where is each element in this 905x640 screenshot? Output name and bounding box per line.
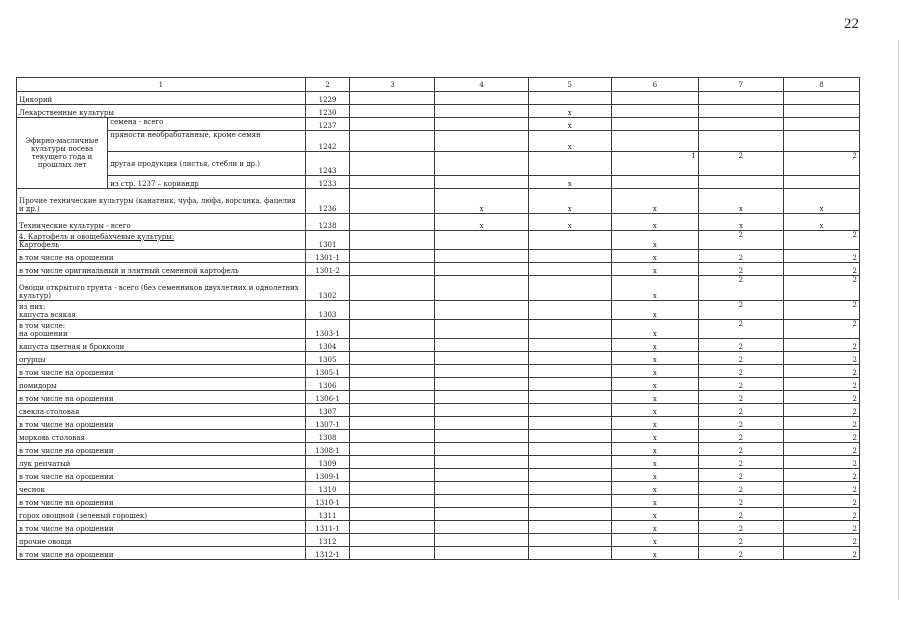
row-label: морковь столовая	[17, 430, 306, 443]
cell-col6: х	[611, 214, 698, 231]
row-code: 1306-1	[305, 391, 350, 404]
cell-col6: х	[611, 378, 698, 391]
row-label: Лекарственные культуры	[17, 105, 306, 118]
cell-col7: 2	[698, 456, 783, 469]
row-label: в том числе на орошении	[17, 521, 306, 534]
row-code: 1301	[305, 231, 350, 250]
row-label: в том числе на орошении	[17, 495, 306, 508]
cell-col7: 2	[698, 469, 783, 482]
table-row	[17, 521, 860, 534]
col-header-2: 2	[305, 78, 350, 92]
cell-col7: 2	[698, 378, 783, 391]
cell-col7: 2	[698, 339, 783, 352]
cell-col6: х	[611, 482, 698, 495]
row-code: 1307-1	[305, 417, 350, 430]
cell-col6: х	[611, 456, 698, 469]
page-edge-line	[898, 40, 899, 600]
cell-col6: х	[611, 508, 698, 521]
table-row	[17, 378, 860, 391]
cell-col6: х	[611, 495, 698, 508]
cell-col8: 2	[783, 365, 859, 378]
cell-col6: х	[611, 339, 698, 352]
row-code: 1305	[305, 352, 350, 365]
row-label-text: Картофель	[19, 241, 60, 249]
cell-col8: 2	[783, 443, 859, 456]
table-row	[17, 534, 860, 547]
row-code: 1310-1	[305, 495, 350, 508]
cell-col7: 2	[698, 301, 783, 320]
cell-col6: х	[611, 250, 698, 263]
cell-col8: 2	[783, 339, 859, 352]
table-row	[17, 118, 860, 131]
cell-col4: х	[435, 214, 528, 231]
cell-col7: х	[698, 189, 783, 214]
cell-col7: 2	[698, 320, 783, 339]
cell-col5: х	[528, 214, 611, 231]
crops-form-table	[16, 77, 860, 560]
row-label: пряности необработанные, кроме семян	[108, 131, 306, 152]
table-row	[17, 430, 860, 443]
row-label: капуста цветная и брокколи	[17, 339, 306, 352]
table-row	[17, 495, 860, 508]
row-code: 1304	[305, 339, 350, 352]
table-row	[17, 92, 860, 105]
cell-col7: 2	[698, 263, 783, 276]
cell-col7: 2	[698, 547, 783, 560]
cell-col5: х	[528, 118, 611, 131]
cell-col8: 2	[783, 276, 859, 301]
row-code: 1312	[305, 534, 350, 547]
cell-col8: 2	[783, 547, 859, 560]
row-label: в том числе на орошении	[17, 469, 306, 482]
row-label: Цикорий	[17, 92, 306, 105]
cell-col6: х	[611, 301, 698, 320]
row-label: другая продукция (листья, стебли и др.)	[108, 152, 306, 176]
row-code: 1303-1	[305, 320, 350, 339]
table-row	[17, 320, 860, 339]
cell-col7: 2	[698, 365, 783, 378]
section-heading: 4. Картофель и овощебахчевые культуры:	[19, 233, 175, 241]
col-header-3: 3	[350, 78, 435, 92]
table-row	[17, 469, 860, 482]
row-prefix: из них:	[19, 303, 46, 311]
row-label: из стр. 1237 – кориандр	[108, 176, 306, 189]
row-code: 1301-1	[305, 250, 350, 263]
row-label: в том числе на орошении	[17, 443, 306, 456]
row-code: 1230	[305, 105, 350, 118]
row-label: в том числе на орошении	[17, 365, 306, 378]
row-label: в том числе на орошении	[17, 417, 306, 430]
cell-col8: 2	[783, 482, 859, 495]
table-row	[17, 105, 860, 118]
row-label: чеснок	[17, 482, 306, 495]
row-code: 1305-1	[305, 365, 350, 378]
cell-col8: 2	[783, 469, 859, 482]
row-code: 1312-1	[305, 547, 350, 560]
row-label: семена - всего	[108, 118, 306, 131]
row-label: горох овощной (зеленый горошек)	[17, 508, 306, 521]
row-code: 1238	[305, 214, 350, 231]
table-row	[17, 482, 860, 495]
cell-col8: 2	[783, 534, 859, 547]
cell-col7: 2	[698, 482, 783, 495]
cell-col7: 2	[698, 495, 783, 508]
cell-col6: х	[611, 404, 698, 417]
table-row	[17, 365, 860, 378]
cell-col6: х	[611, 547, 698, 560]
cell-col8: 2	[783, 521, 859, 534]
cell-col7: х	[698, 214, 783, 231]
cell-col8: 2	[783, 152, 859, 176]
table-row	[17, 131, 860, 152]
table-row	[17, 176, 860, 189]
cell-col5: х	[528, 131, 611, 152]
table-row	[17, 443, 860, 456]
cell-col6: х	[611, 365, 698, 378]
cell-col6: х	[611, 417, 698, 430]
row-label	[17, 231, 306, 250]
row-label: лук репчатый	[17, 456, 306, 469]
table-row	[17, 547, 860, 560]
cell-col8: 2	[783, 231, 859, 250]
row-label: Овощи открытого грунта - всего (без семенников двухлетних и однолетних культур)	[17, 276, 306, 301]
cell-col6: х	[611, 231, 698, 250]
row-label: помидоры	[17, 378, 306, 391]
row-code: 1303	[305, 301, 350, 320]
row-code: 1302	[305, 276, 350, 301]
row-code: 1233	[305, 176, 350, 189]
row-label: Прочие технические культуры (канатник, чуфа, люфа, ворсянка, фацелия и др.)	[17, 189, 306, 214]
cell-col7: 2	[698, 508, 783, 521]
cell-col7: 2	[698, 231, 783, 250]
row-code: 1311	[305, 508, 350, 521]
table-row	[17, 391, 860, 404]
cell-col7: 2	[698, 443, 783, 456]
col-header-6: 6	[611, 78, 698, 92]
cell-col6: х	[611, 391, 698, 404]
row-label: свекла столовая	[17, 404, 306, 417]
cell-col8: 2	[783, 417, 859, 430]
cell-col8: 2	[783, 250, 859, 263]
table-row	[17, 508, 860, 521]
cell-col7: 2	[698, 391, 783, 404]
cell-col6: х	[611, 534, 698, 547]
row-code: 1308	[305, 430, 350, 443]
cell-col6: х	[611, 263, 698, 276]
row-label: в том числе оригинальный и элитный семенной картофель	[17, 263, 306, 276]
cell-col8: х	[783, 214, 859, 231]
row-code: 1229	[305, 92, 350, 105]
row-code: 1309-1	[305, 469, 350, 482]
row-label: огурцы	[17, 352, 306, 365]
row-label	[17, 320, 306, 339]
cell-col8: х	[783, 189, 859, 214]
row-label: в том числе на орошении	[17, 547, 306, 560]
row-code: 1301-2	[305, 263, 350, 276]
table-row	[17, 352, 860, 365]
table-row	[17, 404, 860, 417]
cell-col6: х	[611, 189, 698, 214]
column-header-row	[17, 78, 860, 92]
row-label-text: на орошении	[19, 330, 68, 338]
row-label: в том числе на орошении	[17, 250, 306, 263]
row-code: 1237	[305, 118, 350, 131]
cell-col8: 2	[783, 404, 859, 417]
row-code: 1243	[305, 152, 350, 176]
row-label-text: капуста всякая	[19, 311, 76, 319]
cell-col8: 2	[783, 430, 859, 443]
cell-col8: 2	[783, 456, 859, 469]
col-header-7: 7	[698, 78, 783, 92]
table-row	[17, 152, 860, 176]
table-row	[17, 456, 860, 469]
cell-col5: х	[528, 105, 611, 118]
row-code: 1242	[305, 131, 350, 152]
col-header-8: 8	[783, 78, 859, 92]
table-row	[17, 417, 860, 430]
table-row	[17, 214, 860, 231]
col-header-5: 5	[528, 78, 611, 92]
cell-col6: 1	[611, 152, 698, 176]
cell-col6: х	[611, 276, 698, 301]
cell-col8: 2	[783, 508, 859, 521]
row-label: прочие овощи	[17, 534, 306, 547]
table-row	[17, 263, 860, 276]
row-code: 1309	[305, 456, 350, 469]
table-row	[17, 276, 860, 301]
cell-col7: 2	[698, 352, 783, 365]
cell-col8: 2	[783, 391, 859, 404]
cell-col8: 2	[783, 378, 859, 391]
row-code: 1308-1	[305, 443, 350, 456]
cell-col7: 2	[698, 276, 783, 301]
cell-col5: х	[528, 189, 611, 214]
table-row	[17, 189, 860, 214]
cell-col7: 2	[698, 417, 783, 430]
table-row	[17, 301, 860, 320]
row-label: Технические культуры - всего	[17, 214, 306, 231]
col-header-4: 4	[435, 78, 528, 92]
cell-col6: х	[611, 443, 698, 456]
row-prefix: в том числе:	[19, 322, 66, 330]
cell-col5: х	[528, 176, 611, 189]
cell-col8: 2	[783, 263, 859, 276]
cell-col7: 2	[698, 430, 783, 443]
cell-col8: 2	[783, 352, 859, 365]
cell-col8: 2	[783, 320, 859, 339]
table-row	[17, 339, 860, 352]
row-code: 1306	[305, 378, 350, 391]
row-code: 1311-1	[305, 521, 350, 534]
row-code: 1310	[305, 482, 350, 495]
cell-col4: х	[435, 189, 528, 214]
row-label: в том числе на орошении	[17, 391, 306, 404]
row-code: 1307	[305, 404, 350, 417]
cell-col6: х	[611, 352, 698, 365]
row-code: 1236	[305, 189, 350, 214]
cell-col6: х	[611, 320, 698, 339]
table-row	[17, 231, 860, 250]
cell-col8: 2	[783, 301, 859, 320]
col-header-1: 1	[17, 78, 306, 92]
cell-col6: х	[611, 521, 698, 534]
cell-col7: 2	[698, 152, 783, 176]
page-number: 22	[844, 16, 859, 32]
cell-col6: х	[611, 430, 698, 443]
table-row	[17, 250, 860, 263]
cell-col7: 2	[698, 534, 783, 547]
cell-col8: 2	[783, 495, 859, 508]
cell-col7: 2	[698, 521, 783, 534]
cell-col6: х	[611, 469, 698, 482]
cell-col7: 2	[698, 250, 783, 263]
cell-col7: 2	[698, 404, 783, 417]
row-label	[17, 301, 306, 320]
ether-group-label: Эфирно-масличные культуры посева текущего года и прошлых лет	[17, 118, 108, 189]
